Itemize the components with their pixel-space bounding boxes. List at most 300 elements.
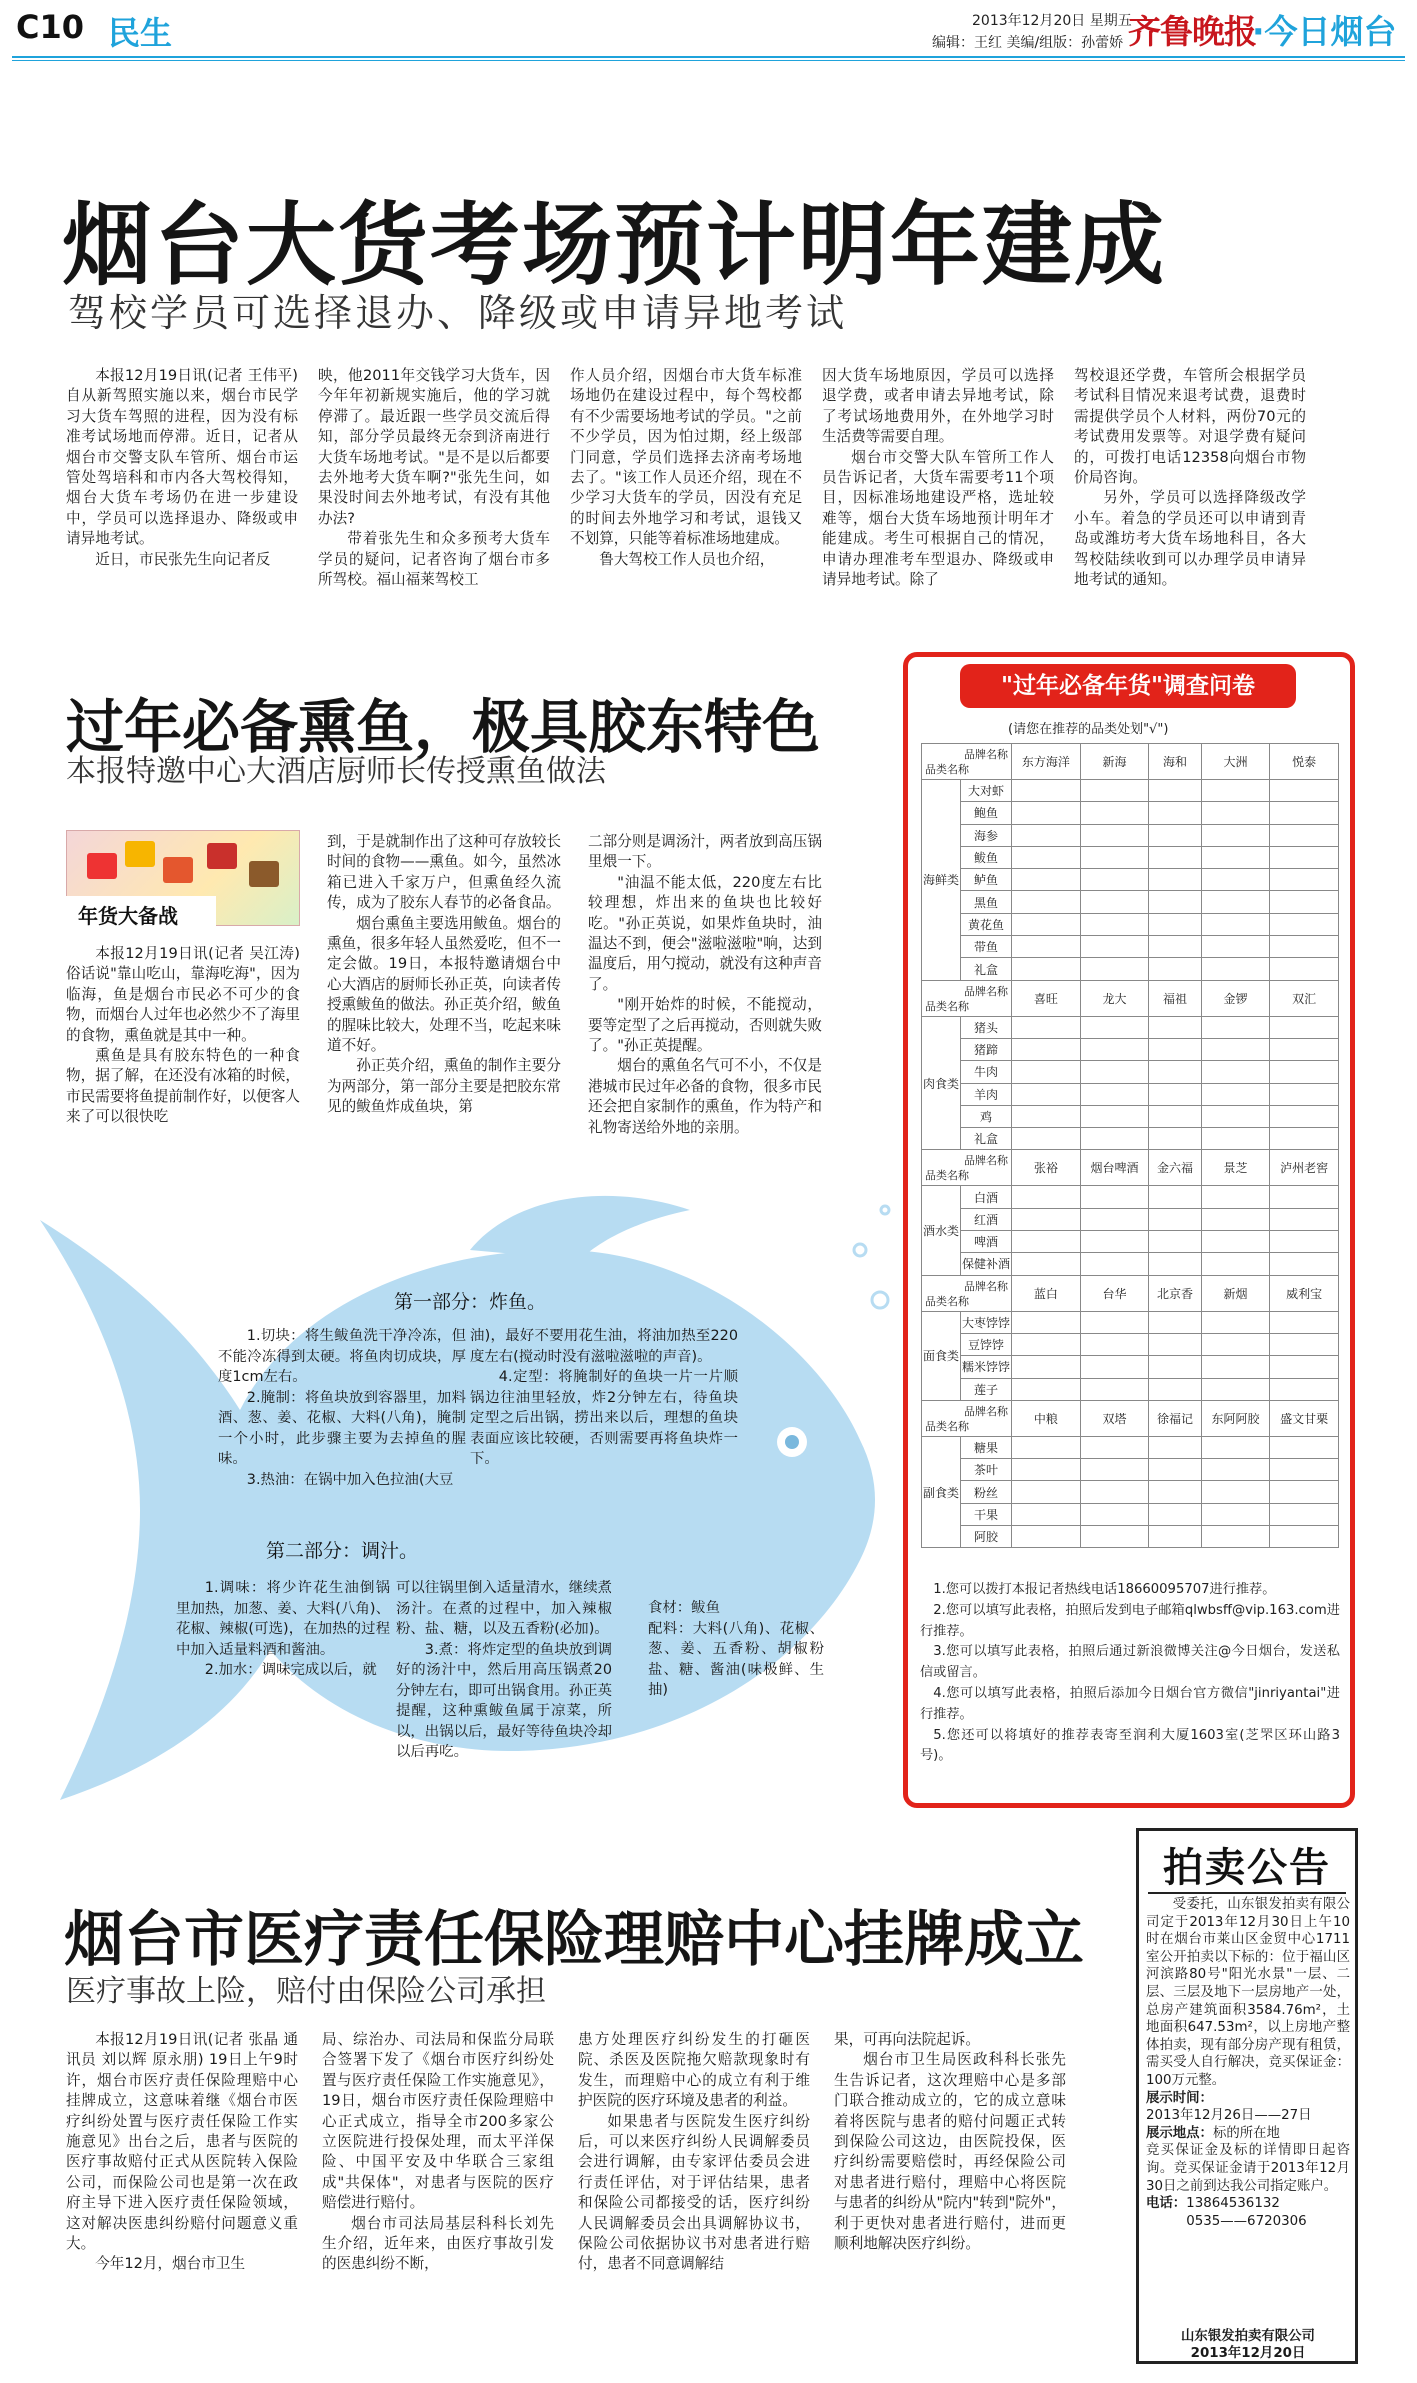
article1-para: 驾校退还学费，车管所会根据学员考试科目情况来退考试费，退费时需提供学员个人材料，两份70元的考试费用发票等。对退学费有疑问的，可拨打电话12358向烟台市物价局咨询。 [1074,367,1306,487]
survey-checkbox-cell[interactable] [1201,869,1270,891]
survey-item-cell: 白酒 [961,1186,1012,1208]
survey-checkbox-cell[interactable] [1080,913,1149,935]
article2-column-2 [327,832,561,1169]
survey-checkbox-cell[interactable] [1201,1253,1270,1275]
header-divider [12,56,1405,58]
survey-tip: 2.您可以填写此表格，拍照后发到电子邮箱qlwbsff@vip.163.com进行推荐。 [920,1602,1340,1639]
survey-checkbox-cell[interactable] [1080,1231,1149,1253]
fish-pupil-shape [785,1435,799,1449]
survey-checkbox-cell[interactable] [1270,1128,1339,1150]
survey-checkbox-cell[interactable] [1270,1105,1339,1127]
survey-category-cell: 肉食类 [922,1016,961,1150]
survey-item-cell: 黄花鱼 [961,913,1012,935]
survey-checkbox-cell[interactable] [1012,1231,1081,1253]
survey-item-row [922,1333,1339,1355]
survey-checkbox-cell[interactable] [1012,1083,1081,1105]
survey-checkbox-cell[interactable] [1270,1061,1339,1083]
header-divider-thin [12,60,1405,61]
recipe-part2-mid [396,1578,612,1763]
survey-checkbox-cell[interactable] [1270,780,1339,802]
survey-item-cell: 啤酒 [961,1231,1012,1253]
article3-column-2 [322,2030,554,2360]
article2-para: 烟台熏鱼主要选用鲅鱼。烟台的熏鱼，很多年轻人虽然爱吃，但不一定会做。19日，本报特邀请烟台中心大酒店的厨师长孙正英，向读者传授熏鲅鱼的做法。孙正英介绍，鲅鱼的腥味比较大，处理不当，吃起来味道不好。 [327,914,561,1055]
survey-checkbox-cell[interactable] [1012,802,1081,824]
axis-category-label: 品类名称 [925,763,969,776]
auction-time: 2013年12月26日——27日 [1146,2108,1312,2124]
survey-item-row [922,1208,1339,1230]
survey-brand-cell: 福祖 [1149,980,1201,1016]
axis-brand-label: 品牌名称 [964,1154,1009,1168]
headline-2: 过年必备熏鱼，极具胶东特色 [66,693,821,761]
survey-checkbox-cell[interactable] [1149,1333,1201,1355]
survey-checkbox-cell[interactable] [1080,1105,1149,1127]
axis-category-label: 品类名称 [925,1294,969,1308]
survey-checkbox-cell[interactable] [1149,1436,1201,1458]
survey-checkbox-cell[interactable] [1201,802,1270,824]
survey-checkbox-cell[interactable] [1149,1526,1201,1548]
survey-brand-cell: 台华 [1080,1275,1149,1311]
auction-text: 竞买保证金及标的详情即日起咨询。竞买保证金请于2013年12月30日之前到达我公司指定账户。 [1146,2143,1350,2194]
recipe-part2-title: 第二部分：调汁。 [266,1540,419,1562]
survey-checkbox-cell[interactable] [1270,1038,1339,1060]
survey-brand-cell: 双塔 [1080,1400,1149,1436]
auction-text: 受委托，山东银发拍卖有限公司定于2013年12月30日上午10时在烟台市莱山区金贸中心1711室公开拍卖以下标的：位于福山区河滨路80号"阳光水景"一层、二层、三层及地下一层房地产一处，总房产建筑面积3584.76m²，土地面积647.53m²，以上房地产整体拍卖，现有部分房产现有租赁，需买受人自行解决，竞买保证金：100万元整。 [1146,1897,1350,2088]
survey-checkbox-cell[interactable] [1012,936,1081,958]
article1-para: 近日，市民张先生向记者反 [95,550,271,568]
survey-checkbox-cell[interactable] [1080,1503,1149,1525]
survey-checkbox-cell[interactable] [1080,1061,1149,1083]
survey-checkbox-cell[interactable] [1201,1356,1270,1378]
survey-checkbox-cell[interactable] [1012,1311,1081,1333]
survey-checkbox-cell[interactable] [1012,913,1081,935]
article1-para: 作人员介绍，因烟台市大货车标准场地仍在建设过程中，每个驾校都有不少需要场地考试的学员。"之前不少学员，因为怕过期，经上级部门同意，学员们选择去济南考场地去了。"该工作人员还介绍，现在不少学习大货车的学员，因没有充足的时间去外地学习和考试，退钱又不划算，只能等着标准场地建成。 [570,367,802,548]
article3-para: 患方处理医疗纠纷发生的打砸医院、杀医及医院拖欠赔款现象时有发生，而理赔中心的成立有利于维护医院的医疗环境及患者的利益。 [578,2031,810,2110]
survey-item-row [922,824,1339,846]
survey-item-row [922,1459,1339,1481]
ingredient-main: 食材：鲅鱼 [648,1600,720,1616]
survey-checkbox-cell[interactable] [1270,802,1339,824]
recipe-part1-right [470,1326,738,1470]
article3-para: 烟台市卫生局医政科科长张先生告诉记者，这次理赔中心是多部门联合推动成立的，它的成立意味着将医院与患者的赔付问题正式转到保险公司这边，由医院投保，医疗纠纷需要赔偿时，再经保险公司对患者进行赔付，理赔中心将医院与患者的纠纷从"院内"转到"院外"，利于更快对患者进行赔付，进而更顺利地解决医疗纠纷。 [834,2051,1066,2253]
survey-checkbox-cell[interactable] [1080,1186,1149,1208]
gift-box-icon [87,853,117,879]
survey-category-cell: 酒水类 [922,1186,961,1275]
bubble-icon [881,1206,889,1214]
survey-checkbox-cell[interactable] [1080,1459,1149,1481]
survey-brand-cell: 张裕 [1012,1150,1081,1186]
survey-item-row [922,1526,1339,1548]
survey-checkbox-cell[interactable] [1080,1436,1149,1458]
article2-para: 烟台的熏鱼名气可不小，不仅是港城市民过年必备的食物，很多市民还会把自家制作的熏鱼，作为特产和礼物寄送给外地的亲朋。 [588,1057,822,1136]
survey-checkbox-cell[interactable] [1012,1208,1081,1230]
article1-para: 本报12月19日讯(记者 王伟平) 自从新驾照实施以来，烟台市民学习大货车驾照的进程，因为没有标准考试场地而停滞。近日，记者从烟台市交警支队车管所、烟台市运管处驾培科和市内各大驾校得知，烟台大货车考场仍在进一步建设中，学员可以选择退办、降级或申请异地考试。 [66,367,298,548]
survey-checkbox-cell[interactable] [1270,1481,1339,1503]
article1-para: 映，他2011年交钱学习大货车，因今年年初新规实施后，他的学习就停滞了。最近跟一些学员交流后得知，部分学员最终无奈到济南进行大货车场地考试。"是不是以后都要去外地考大货车啊?"张先生问，如果没时间去外地考试，有没有其他办法? [318,367,550,527]
survey-checkbox-cell[interactable] [1149,958,1201,980]
survey-brand-cell: 大洲 [1201,744,1270,780]
survey-checkbox-cell[interactable] [1080,869,1149,891]
survey-item-cell: 礼盒 [961,1128,1012,1150]
survey-item-cell: 糖果 [961,1436,1012,1458]
survey-item-cell: 鲍鱼 [961,802,1012,824]
survey-item-row [922,869,1339,891]
survey-brand-cell: 新海 [1080,744,1149,780]
survey-item-row [922,1356,1339,1378]
survey-brand-cell: 东阿阿胶 [1201,1400,1270,1436]
article3-para: 如果患者与医院发生医疗纠纷后，可以来医疗纠纷人民调解委员会进行调解，由专家评估委员会进行责任评估，对于评估结果，患者和保险公司都接受的话，医疗纠纷人民调解委员会出具调解协议书，保险公司依据协议书对患者进行赔付，患者不同意调解结 [578,2112,810,2273]
survey-checkbox-cell[interactable] [1149,913,1201,935]
survey-item-cell: 茶叶 [961,1459,1012,1481]
survey-checkbox-cell[interactable] [1270,1231,1339,1253]
survey-checkbox-cell[interactable] [1012,1038,1081,1060]
survey-checkbox-cell[interactable] [1012,824,1081,846]
survey-checkbox-cell[interactable] [1201,1481,1270,1503]
survey-brand-cell: 金锣 [1201,980,1270,1016]
recipe-part1-title: 第一部分：炸鱼。 [394,1291,547,1313]
survey-checkbox-cell[interactable] [1201,846,1270,868]
survey-item-cell: 猪头 [961,1016,1012,1038]
auction-label: 电话： [1146,2196,1187,2212]
recipe-step: 1.切块：将生鲅鱼洗干净冷冻，但不能冷冻得到太硬。将鱼肉切成块，厚度1cm左右。 [218,1328,466,1385]
auction-label: 展示地点： [1146,2125,1213,2141]
survey-checkbox-cell[interactable] [1149,891,1201,913]
survey-checkbox-cell[interactable] [1201,1503,1270,1525]
survey-checkbox-cell[interactable] [1080,958,1149,980]
survey-checkbox-cell[interactable] [1270,846,1339,868]
survey-brand-row [922,1275,1339,1311]
survey-checkbox-cell[interactable] [1270,1503,1339,1525]
survey-checkbox-cell[interactable] [1201,958,1270,980]
survey-brand-row [922,980,1339,1016]
survey-checkbox-cell[interactable] [1149,846,1201,868]
survey-checkbox-cell[interactable] [1270,1208,1339,1230]
survey-checkbox-cell[interactable] [1149,824,1201,846]
bubble-icon [872,1292,888,1308]
survey-item-cell: 阿胶 [961,1526,1012,1548]
survey-item-cell: 礼盒 [961,958,1012,980]
recipe-step: 2.腌制：将鱼块放到容器里，加料酒、葱、姜、花椒、大料(八角)，腌制一个小时，此步骤主要为去掉鱼的腥味。 [218,1389,466,1467]
fish-fin-shape [470,1196,690,1260]
article2-para: 本报12月19日讯(记者 吴江涛) 俗话说"靠山吃山，靠海吃海"，因为临海，鱼是烟台市民必不可少的食物，而烟台人过年也必然少不了海里的食物，熏鱼就是其中一种。 [66,945,300,1044]
survey-item-row [922,1311,1339,1333]
survey-brand-cell: 新烟 [1201,1275,1270,1311]
survey-category-cell: 副食类 [922,1436,961,1547]
survey-checkbox-cell[interactable] [1149,1503,1201,1525]
survey-checkbox-cell[interactable] [1201,1061,1270,1083]
axis-category-label: 品类名称 [925,1419,969,1433]
subheadline-3: 医疗事故上险，赔付由保险公司承担 [66,1974,546,2009]
survey-checkbox-cell[interactable] [1270,913,1339,935]
article3-para: 烟台市司法局基层科科长刘先生介绍，近年来，由医疗事故引发的医患纠纷不断， [322,2214,554,2273]
survey-checkbox-cell[interactable] [1080,824,1149,846]
axis-brand-label: 品牌名称 [964,748,1009,761]
article1-para: 鲁大驾校工作人员也介绍， [599,550,775,568]
survey-checkbox-cell[interactable] [1270,1311,1339,1333]
survey-checkbox-cell[interactable] [1149,1186,1201,1208]
survey-checkbox-cell[interactable] [1201,891,1270,913]
survey-item-row [922,1253,1339,1275]
survey-checkbox-cell[interactable] [1012,1016,1081,1038]
survey-checkbox-cell[interactable] [1270,1526,1339,1548]
survey-checkbox-cell[interactable] [1080,1378,1149,1400]
survey-checkbox-cell[interactable] [1012,846,1081,868]
auction-divider [1148,1892,1346,1894]
survey-item-cell: 黑鱼 [961,891,1012,913]
survey-item-row [922,936,1339,958]
article1-column-3 [570,366,802,610]
survey-checkbox-cell[interactable] [1012,958,1081,980]
survey-checkbox-cell[interactable] [1270,891,1339,913]
survey-checkbox-cell[interactable] [1201,1436,1270,1458]
subheadline-2: 本报特邀中心大酒店厨师长传授熏鱼做法 [66,754,606,789]
auction-place: 标的所在地 [1212,2125,1280,2141]
headline-1: 烟台大货考场预计明年建成 [62,193,1166,298]
survey-item-row [922,1061,1339,1083]
recipe-part1-left [218,1326,466,1490]
auction-signer: 山东银发拍卖有限公司 [1181,2329,1315,2344]
survey-checkbox-cell[interactable] [1149,1356,1201,1378]
survey-checkbox-cell[interactable] [1270,1333,1339,1355]
survey-checkbox-cell[interactable] [1201,1459,1270,1481]
survey-brand-cell: 悦泰 [1270,744,1339,780]
survey-checkbox-cell[interactable] [1012,1356,1081,1378]
survey-checkbox-cell[interactable] [1012,1378,1081,1400]
ingredient-seasoning: 配料：大料(八角)、花椒、葱、姜、五香粉、胡椒粉盐、糖、酱油(味极鲜、生抽) [648,1620,824,1698]
survey-checkbox-cell[interactable] [1012,869,1081,891]
article1-column-2 [318,366,550,610]
survey-checkbox-cell[interactable] [1080,1083,1149,1105]
survey-checkbox-cell[interactable] [1080,1333,1149,1355]
auction-phone: 0535——6720306 [1186,2213,1307,2229]
auction-body [1146,1896,1350,2230]
survey-brand-cell: 蓝白 [1012,1275,1081,1311]
survey-checkbox-cell[interactable] [1270,1459,1339,1481]
survey-checkbox-cell[interactable] [1201,913,1270,935]
gift-box-icon [207,843,237,869]
survey-item-row [922,1105,1339,1127]
article2-column-1 [66,944,300,1169]
article2-para: 孙正英介绍，熏鱼的制作主要分为两部分，第一部分主要是把胶东常见的鲅鱼炸成鱼块，第 [327,1057,561,1116]
survey-checkbox-cell[interactable] [1080,1356,1149,1378]
survey-item-row [922,1128,1339,1150]
axis-category-label: 品类名称 [925,1169,969,1183]
survey-checkbox-cell[interactable] [1149,1459,1201,1481]
edition-name: ·今日烟台 [1252,12,1397,51]
survey-item-row [922,913,1339,935]
survey-checkbox-cell[interactable] [1080,1526,1149,1548]
recipe-ingredients [648,1598,824,1701]
survey-checkbox-cell[interactable] [1201,1016,1270,1038]
survey-checkbox-cell[interactable] [1270,1253,1339,1275]
survey-checkbox-cell[interactable] [1201,1083,1270,1105]
section-name: 民生 [108,14,173,52]
survey-checkbox-cell[interactable] [1149,1481,1201,1503]
survey-checkbox-cell[interactable] [1149,1208,1201,1230]
survey-category-cell: 海鲜类 [922,780,961,981]
survey-brand-cell: 中粮 [1012,1400,1081,1436]
survey-checkbox-cell[interactable] [1270,869,1339,891]
survey-checkbox-cell[interactable] [1080,1016,1149,1038]
survey-checkbox-cell[interactable] [1270,1356,1339,1378]
survey-title: "过年必备年货"调查问卷 [960,664,1296,708]
survey-checkbox-cell[interactable] [1080,1128,1149,1150]
survey-checkbox-cell[interactable] [1012,1105,1081,1127]
survey-checkbox-cell[interactable] [1201,780,1270,802]
article1-column-1 [66,366,298,610]
axis-brand-label: 品牌名称 [964,984,1009,998]
gift-box-icon [163,857,193,883]
survey-checkbox-cell[interactable] [1149,1253,1201,1275]
gift-box-icon [125,841,155,867]
survey-item-cell: 粉丝 [961,1481,1012,1503]
survey-brand-cell: 泸州老窖 [1270,1150,1339,1186]
survey-brand-cell: 喜旺 [1012,980,1081,1016]
survey-checkbox-cell[interactable] [1149,1378,1201,1400]
survey-checkbox-cell[interactable] [1270,1186,1339,1208]
survey-checkbox-cell[interactable] [1149,802,1201,824]
survey-checkbox-cell[interactable] [1149,1231,1201,1253]
survey-item-cell: 带鱼 [961,936,1012,958]
article3-para: 局、综治办、司法局和保监分局联合签署下发了《烟台市医疗纠纷处置与医疗责任保险工作实施意见》，19日，烟台市医疗责任保险理赔中心正式成立，指导全市200多家公立医院进行投保处理，而太平洋保险、中国平安及中华联合三家组成"共保体"，对患者与医院的医疗赔偿进行赔付。 [322,2031,554,2212]
survey-item-cell: 海参 [961,824,1012,846]
recipe-step: 2.加水：调味完成以后，就 [204,1662,377,1678]
article1-column-5 [1074,366,1306,610]
survey-brand-row [922,1150,1339,1186]
survey-item-cell: 羊肉 [961,1083,1012,1105]
survey-checkbox-cell[interactable] [1012,1128,1081,1150]
article3-para: 本报12月19日讯(记者 张晶 通讯员 刘以辉 原永朋) 19日上午9时许，烟台市医疗责任保险理赔中心挂牌成立，这意味着继《烟台市医疗纠纷处置与医疗责任保险工作实施意见》出台之后，患者与医院的医疗事故赔付正式从医院转入保险公司，而保险公司也是第一次在政府主导下进入医疗责任保险领域，这对解决医患纠纷赔付问题意义重大。 [66,2031,298,2253]
survey-checkbox-cell[interactable] [1080,891,1149,913]
survey-checkbox-cell[interactable] [1149,1083,1201,1105]
survey-item-row [922,1038,1339,1060]
article2-para: "油温不能太低，220度左右比较理想，炸出来的鱼块也比较好吃。"孙正英说，如果炸鱼块时，油温达不到，便会"滋啦滋啦"响，达到温度后，用勺搅动，就没有这种声音了。 [588,873,822,993]
recipe-step: 可以往锅里倒入适量清水，继续煮汤汁。在煮的过程中，加入辣椒粉、盐、糖，以及五香粉(必加)。 [396,1580,612,1637]
survey-checkbox-cell[interactable] [1201,1208,1270,1230]
survey-checkbox-cell[interactable] [1149,1038,1201,1060]
survey-checkbox-cell[interactable] [1270,1436,1339,1458]
survey-checkbox-cell[interactable] [1201,1526,1270,1548]
survey-checkbox-cell[interactable] [1201,1378,1270,1400]
horse-icon [249,861,279,887]
survey-brand-cell: 东方海洋 [1012,744,1081,780]
survey-checkbox-cell[interactable] [1149,936,1201,958]
survey-checkbox-cell[interactable] [1012,1459,1081,1481]
survey-checkbox-cell[interactable] [1012,891,1081,913]
survey-item-row [922,1503,1339,1525]
article3-para: 果，可再向法院起诉。 [834,2031,980,2048]
survey-checkbox-cell[interactable] [1270,936,1339,958]
article2-column-3 [588,832,822,1169]
survey-checkbox-cell[interactable] [1149,1016,1201,1038]
editor-line: 编辑：王红 美编/组版：孙蕾娇 [932,35,1124,51]
recipe-step: 1.调味：将少许花生油倒锅里加热，加葱、姜、大料(八角)、花椒、辣椒(可选)，在加热的过程中加入适量料酒和酱油。 [176,1580,390,1658]
survey-checkbox-cell[interactable] [1270,1378,1339,1400]
survey-checkbox-cell[interactable] [1201,1186,1270,1208]
survey-checkbox-cell[interactable] [1201,824,1270,846]
survey-checkbox-cell[interactable] [1201,1231,1270,1253]
survey-checkbox-cell[interactable] [1270,1016,1339,1038]
survey-checkbox-cell[interactable] [1201,1038,1270,1060]
survey-item-cell: 大枣饽饽 [961,1311,1012,1333]
survey-checkbox-cell[interactable] [1149,869,1201,891]
column-label: 年货大备战 [66,896,216,930]
survey-item-row [922,1083,1339,1105]
newspaper-logo: 齐鲁晚报 [1128,12,1256,51]
survey-checkbox-cell[interactable] [1270,824,1339,846]
survey-item-row [922,891,1339,913]
survey-checkbox-cell[interactable] [1012,1503,1081,1525]
survey-checkbox-cell[interactable] [1149,1105,1201,1127]
survey-checkbox-cell[interactable] [1270,1083,1339,1105]
article3-column-1 [66,2030,298,2360]
survey-item-cell: 大对虾 [961,780,1012,802]
survey-checkbox-cell[interactable] [1149,1311,1201,1333]
subheadline-1: 驾校学员可选择退办、降级或申请异地考试 [68,291,848,335]
survey-checkbox-cell[interactable] [1080,846,1149,868]
survey-checkbox-cell[interactable] [1080,1311,1149,1333]
survey-brand-row [922,1400,1339,1436]
survey-checkbox-cell[interactable] [1012,1526,1081,1548]
survey-checkbox-cell[interactable] [1201,1311,1270,1333]
page-code: C10 [16,8,85,46]
survey-checkbox-cell[interactable] [1270,958,1339,980]
auction-phone: 13864536132 [1186,2196,1280,2212]
recipe-step: 3.煮：将炸定型的鱼块放到调好的汤汁中，然后用高压锅煮20分钟左右，即可出锅食用。孙正英提醒，这种熏鲅鱼属于凉菜，所以，出锅以后，最好等待鱼块冷却以后再吃。 [396,1641,612,1760]
survey-checkbox-cell[interactable] [1201,1105,1270,1127]
survey-checkbox-cell[interactable] [1012,1481,1081,1503]
survey-tips [920,1580,1340,1767]
survey-checkbox-cell[interactable] [1201,1333,1270,1355]
survey-checkbox-cell[interactable] [1080,780,1149,802]
survey-axis-cell [922,980,1012,1016]
survey-brand-cell: 金六福 [1149,1150,1201,1186]
survey-item-cell: 保健补酒 [961,1253,1012,1275]
survey-checkbox-cell[interactable] [1149,780,1201,802]
survey-checkbox-cell[interactable] [1080,1038,1149,1060]
survey-item-row [922,1378,1339,1400]
article3-para: 今年12月，烟台市卫生 [95,2255,246,2273]
survey-checkbox-cell[interactable] [1201,1128,1270,1150]
survey-item-cell: 鲈鱼 [961,869,1012,891]
recipe-step: 3.热油：在锅中加入色拉油(大豆 [246,1471,454,1488]
survey-checkbox-cell[interactable] [1012,1436,1081,1458]
survey-checkbox-cell[interactable] [1080,802,1149,824]
bubble-icon [854,1244,866,1256]
survey-checkbox-cell[interactable] [1201,936,1270,958]
survey-checkbox-cell[interactable] [1149,1061,1201,1083]
survey-brand-cell: 景芝 [1201,1150,1270,1186]
survey-checkbox-cell[interactable] [1012,1253,1081,1275]
survey-checkbox-cell[interactable] [1080,1253,1149,1275]
survey-checkbox-cell[interactable] [1149,1128,1201,1150]
survey-axis-cell [922,1400,1012,1436]
survey-brand-cell: 徐福记 [1149,1400,1201,1436]
survey-item-cell: 糯米饽饽 [961,1356,1012,1378]
survey-checkbox-cell[interactable] [1080,1208,1149,1230]
survey-item-cell: 猪蹄 [961,1038,1012,1060]
survey-brand-cell: 烟台啤酒 [1080,1150,1149,1186]
survey-checkbox-cell[interactable] [1012,1333,1081,1355]
survey-brand-row [922,744,1339,780]
survey-checkbox-cell[interactable] [1080,936,1149,958]
article1-para: 因大货车场地原因，学员可以选择退学费，或者申请去异地考试，除了考试场地费用外，在外地学习时生活费等需要自理。 [822,367,1054,446]
article3-column-4 [834,2030,1066,2360]
survey-checkbox-cell[interactable] [1012,1061,1081,1083]
survey-checkbox-cell[interactable] [1080,1481,1149,1503]
survey-checkbox-cell[interactable] [1012,780,1081,802]
survey-checkbox-cell[interactable] [1012,1186,1081,1208]
survey-item-cell: 牛肉 [961,1061,1012,1083]
